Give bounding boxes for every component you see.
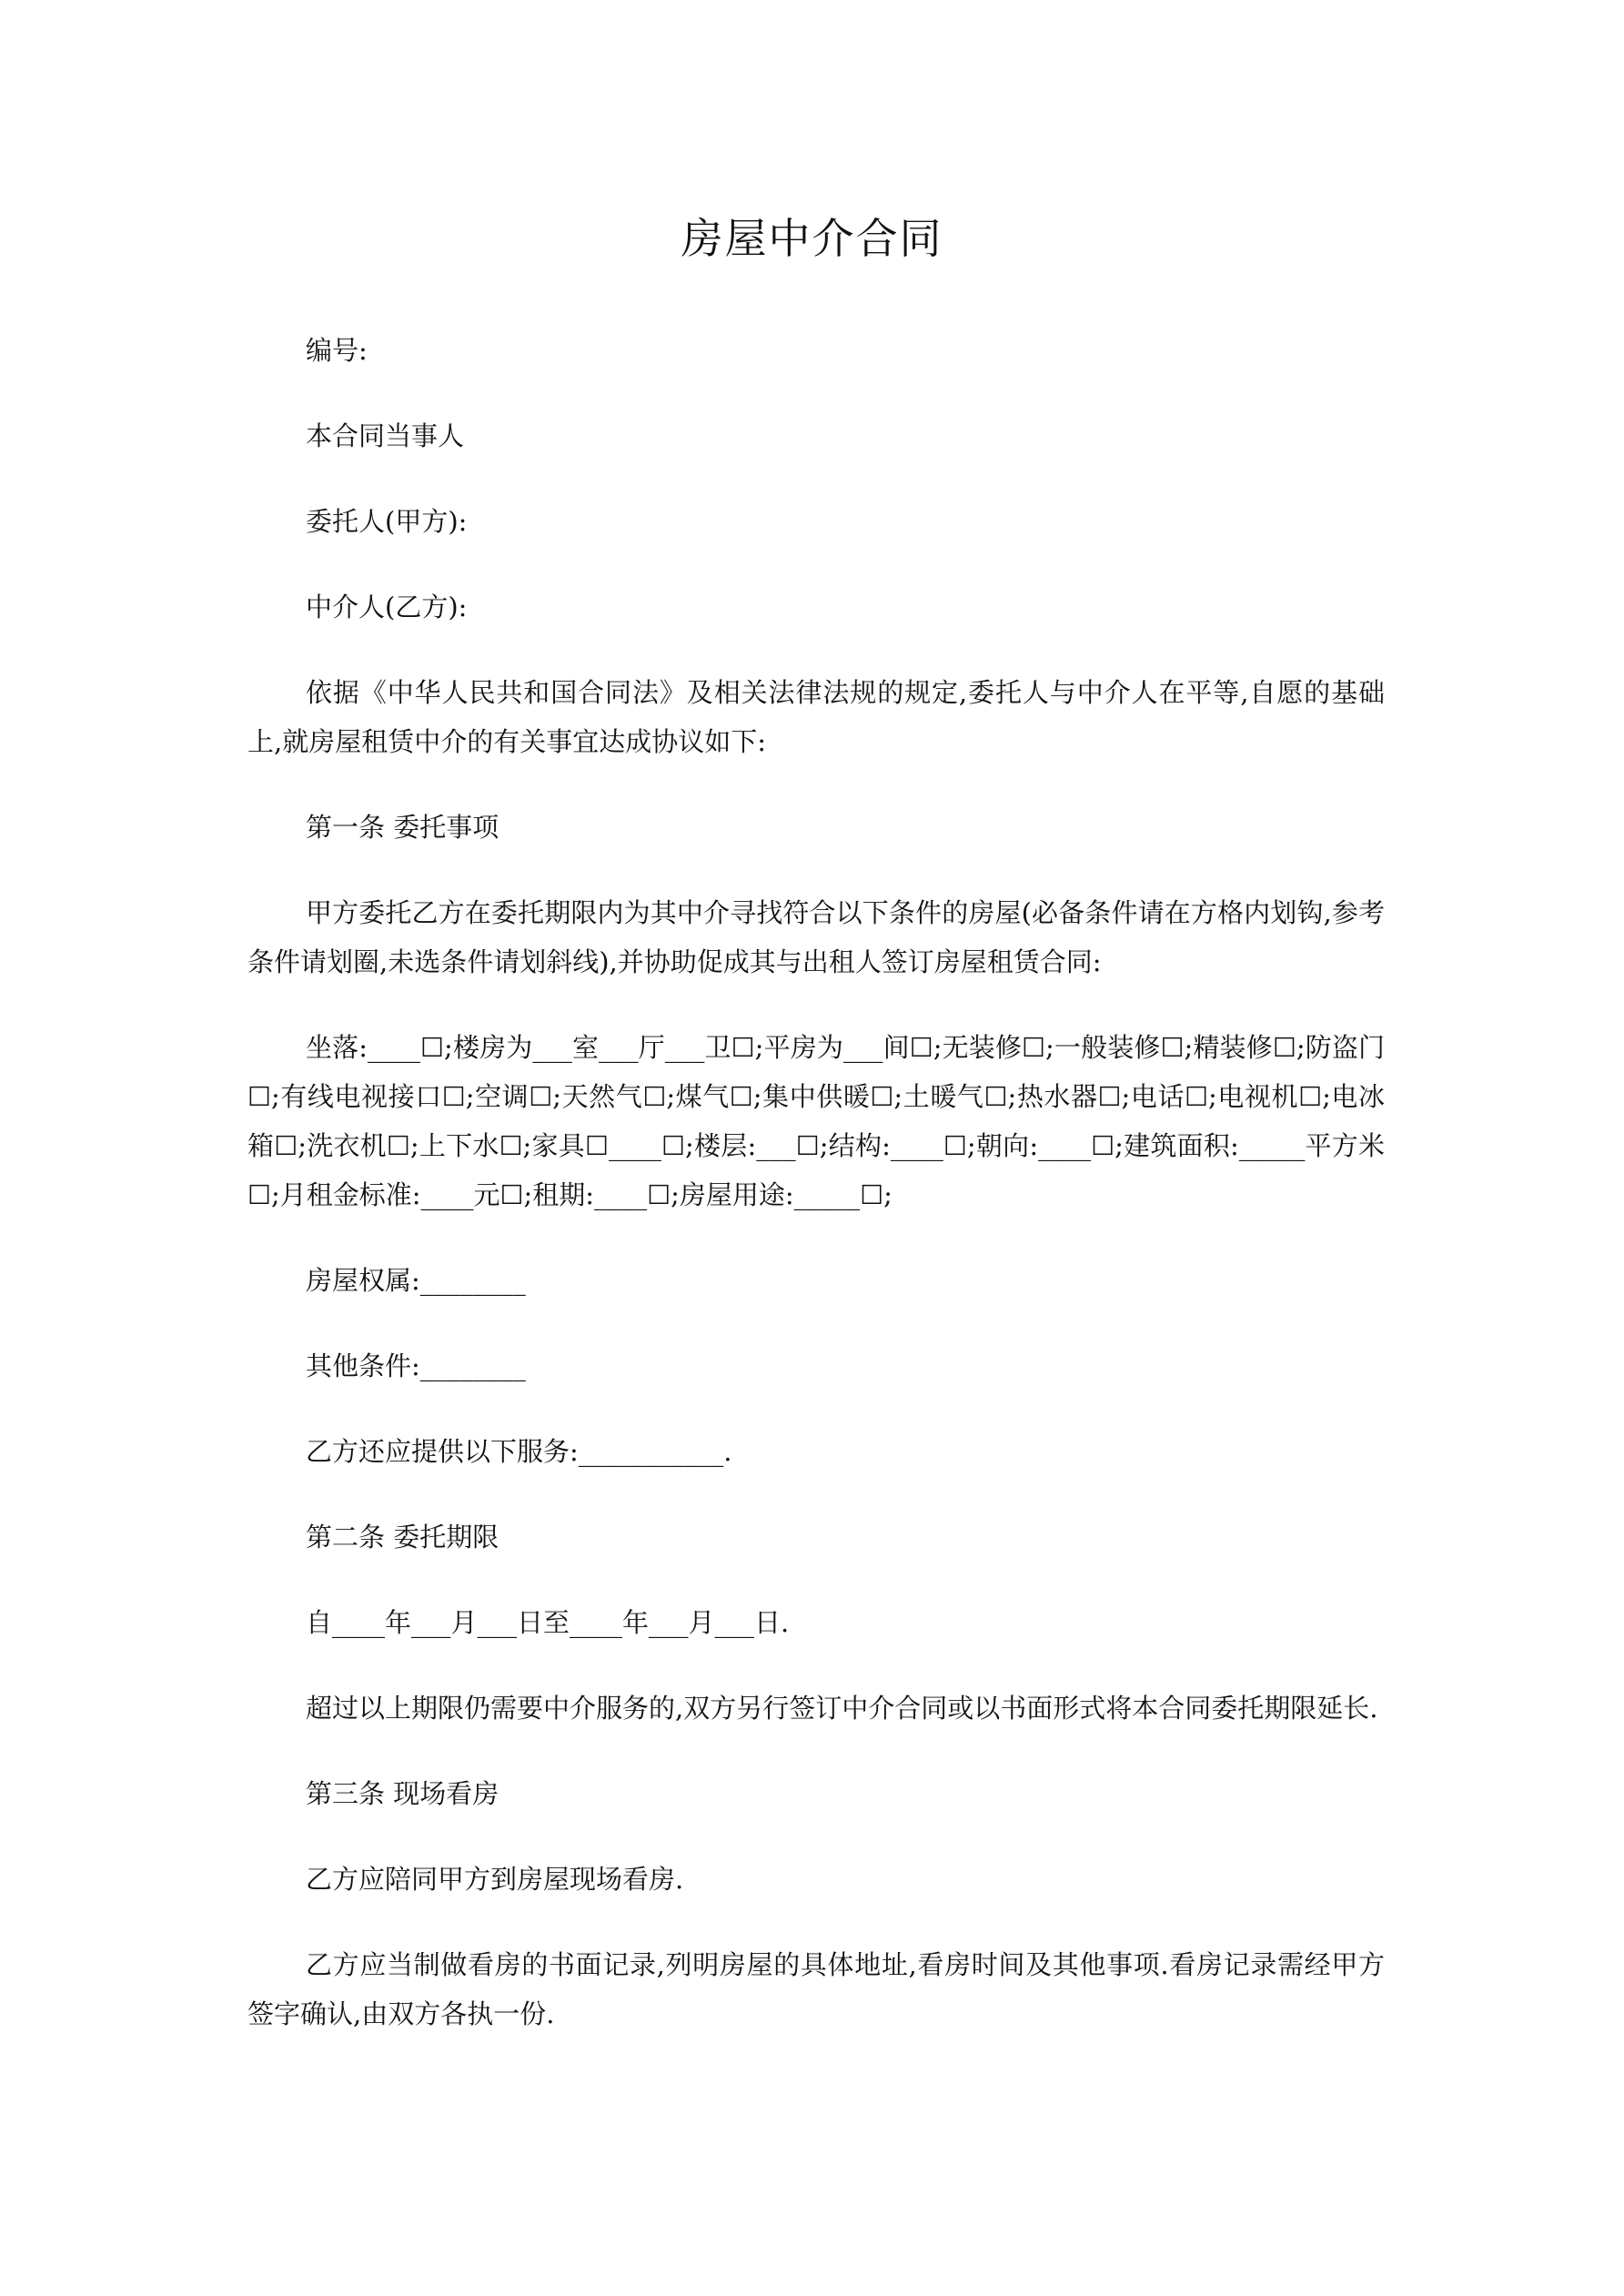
article-2-heading: 第二条 委托期限	[306, 1522, 499, 1553]
article-3-accompany: 乙方应陪同甲方到房屋现场看房.	[306, 1864, 684, 1895]
article-1-conditions: 坐落:____☐;楼房为___室___厅___卫☐;平房为___间☐;无装修☐;一般装修☐;精装修☐;防盗门☐;有线电视接口☐;空调☐;天然气☐;煤气☐;集中供暖☐;土暖气☐;热水器☐;电话☐;电视机☐;电冰箱☐;洗衣机☐;上下水☐;家具☐____☐;楼层:___☐;结构:____☐;朝向:____☐;建筑面积:_____平方米☐;月租金标准:____元☐;租期:____☐;房屋用途:_____☐;	[247, 1032, 1385, 1210]
document-body	[247, 326, 1385, 2075]
property-ownership: 房屋权属:________	[306, 1265, 526, 1296]
article-1-intro: 甲方委托乙方在委托期限内为其中介寻找符合以下条件的房屋(必备条件请在方格内划钩,参考条件请划圈,未选条件请划斜线),并协助促成其与出租人签订房屋租赁合同:	[247, 897, 1385, 977]
article-3-heading: 第三条 现场看房	[306, 1778, 499, 1809]
article-2-period: 自____年___月___日至____年___月___日.	[306, 1607, 790, 1638]
article-3-record: 乙方应当制做看房的书面记录,列明房屋的具体地址,看房时间及其他事项.看房记录需经甲方签字确认,由双方各执一份.	[247, 1949, 1385, 2029]
contract-number: 编号:	[306, 335, 368, 366]
other-conditions: 其他条件:________	[306, 1350, 526, 1381]
preamble-paragraph: 依据《中华人民共和国合同法》及相关法律法规的规定,委托人与中介人在平等,自愿的基础上,就房屋租赁中介的有关事宜达成协议如下:	[247, 677, 1385, 757]
document-title: 房屋中介合同	[681, 214, 943, 263]
article-1-heading: 第一条 委托事项	[306, 812, 499, 843]
client-party: 委托人(甲方):	[306, 506, 468, 537]
parties-heading: 本合同当事人	[306, 420, 465, 451]
additional-services: 乙方还应提供以下服务:___________.	[306, 1436, 732, 1467]
agent-party: 中介人(乙方):	[306, 592, 468, 622]
article-2-extension: 超过以上期限仍需要中介服务的,双方另行签订中介合同或以书面形式将本合同委托期限延长.	[306, 1693, 1378, 1724]
